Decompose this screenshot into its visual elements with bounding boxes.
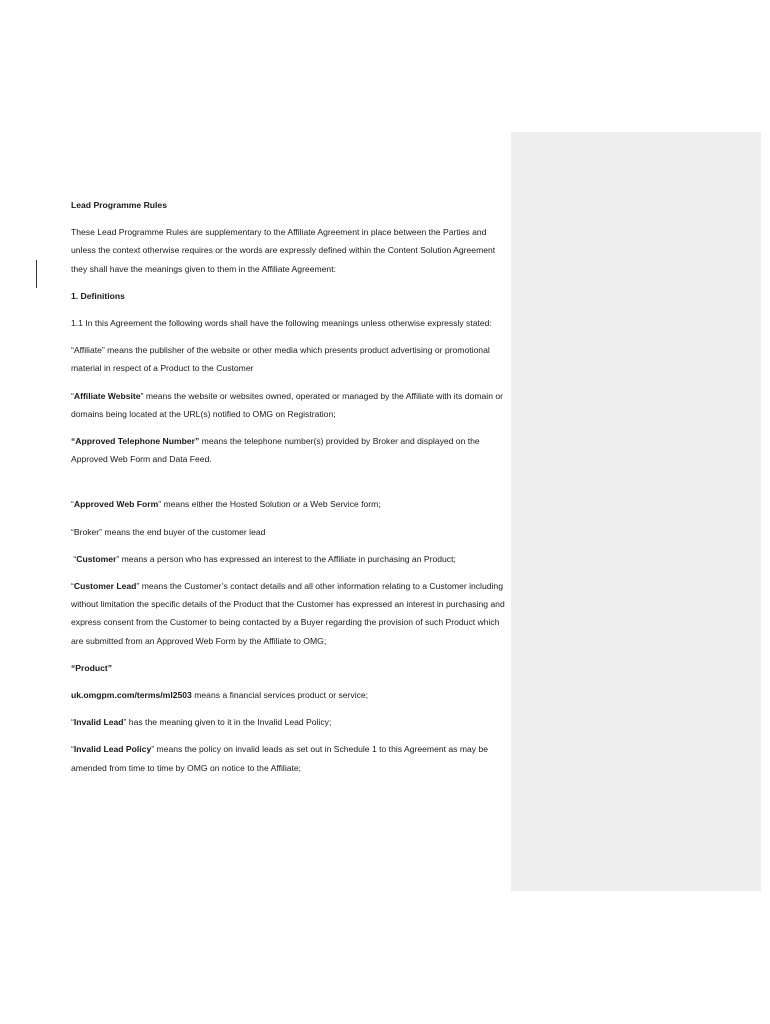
definition-term: Invalid Lead <box>73 717 124 728</box>
definition-term: Approved Web Form <box>73 499 159 510</box>
definition-text: means a financial services product or service; <box>191 690 369 701</box>
definition-invalid-lead: “Invalid Lead” has the meaning given to it in the Invalid Lead Policy; <box>71 717 332 728</box>
definition-term: “Product” <box>71 662 113 673</box>
definition-term: uk.omgpm.com/terms/ml2503 <box>71 690 192 701</box>
comment-pane <box>511 132 761 891</box>
definition-term: “Approved Telephone Number” <box>71 436 200 447</box>
section-heading: 1. Definitions <box>71 290 125 301</box>
definition-text: means the publisher of the website or other media which presents product advertising or promotional material in respect of a Product to the Customer <box>71 345 490 374</box>
definition-term: “Affiliate” <box>71 345 105 356</box>
definition-affiliate <box>71 341 511 377</box>
definition-text: means the website or websites owned, operated or managed by the Affiliate with its domain or domains being located at the URL(s) notified to OMG on Registration; <box>71 390 504 419</box>
definition-term: “Broker” <box>71 526 103 537</box>
definition-text: has the meaning given to it in the Invalid Lead Policy; <box>126 717 332 728</box>
definition-term: Invalid Lead Policy <box>73 744 152 755</box>
document-body <box>71 196 511 786</box>
definition-text: means the telephone number(s) provided by Broker and displayed on the Approved Web Form and Data Feed. <box>71 436 480 465</box>
definition-term: Affiliate Website <box>73 390 141 401</box>
definition-invalid-lead-policy: “Invalid Lead Policy” means the policy on invalid leads as set out in Schedule 1 to this Agreement as may be amended from time to time by OMG on notice to the Affiliate; <box>71 744 489 773</box>
definition-customer: “Customer” means a person who has expressed an interest to the Affiliate in purchasing an Product; <box>71 553 456 564</box>
clause-1-1: 1.1 In this Agreement the following words shall have the following meanings unless otherwise expressly stated: <box>71 318 492 329</box>
intro-paragraph: These Lead Programme Rules are supplementary to the Affiliate Agreement in place between the Parties and unless the context otherwise requires or the words are expressly defined within the Content Solution Agreement they shall have the meanings given to them in the Affiliate Agreement: <box>71 227 496 274</box>
definition-term: Customer Lead <box>73 581 137 592</box>
definition-term: Customer <box>76 553 117 564</box>
definition-product <box>71 659 511 677</box>
definition-affiliate-website: “Affiliate Website” means the website or websites owned, operated or managed by the Affiliate with its domain or domains being located at the URL(s) notified to OMG on Registration; <box>71 390 504 419</box>
document-title: Lead Programme Rules <box>71 200 167 210</box>
definition-text: means either the Hosted Solution or a Web Service form; <box>161 499 381 510</box>
definition-customer-lead: “Customer Lead” means the Customer’s contact details and all other information relating to a Customer including without limitation the specific details of the Product that the Customer has expressed an interest in purchasing and express consent from the Customer to being contacted by a Buyer regarding the provision of such Product which are submitted from an Approved Web Form by the Affiliate to OMG; <box>71 581 505 646</box>
definition-text: means a person who has expressed an interest to the Affiliate in purchasing an Product; <box>119 553 456 564</box>
definition-text: means the Customer’s contact details and all other information relating to a Customer including without limitation the specific details of the Product that the Customer has expressed an interest in purchasing and express consent from the Customer to being contacted by a Buyer regarding the provision of such Product which are submitted from an Approved Web Form by the Affiliate to OMG; <box>71 581 505 646</box>
change-bar <box>36 260 37 288</box>
definition-broker <box>71 523 511 541</box>
definition-url <box>71 686 511 704</box>
definition-text: means the end buyer of the customer lead <box>102 526 266 537</box>
definition-text: means the policy on invalid leads as set out in Schedule 1 to this Agreement as may be amended from time to time by OMG on notice to the Affiliate; <box>71 744 489 773</box>
definition-approved-web-form: “Approved Web Form” means either the Hosted Solution or a Web Service form; <box>71 499 381 510</box>
definition-approved-telephone-number <box>71 432 511 468</box>
